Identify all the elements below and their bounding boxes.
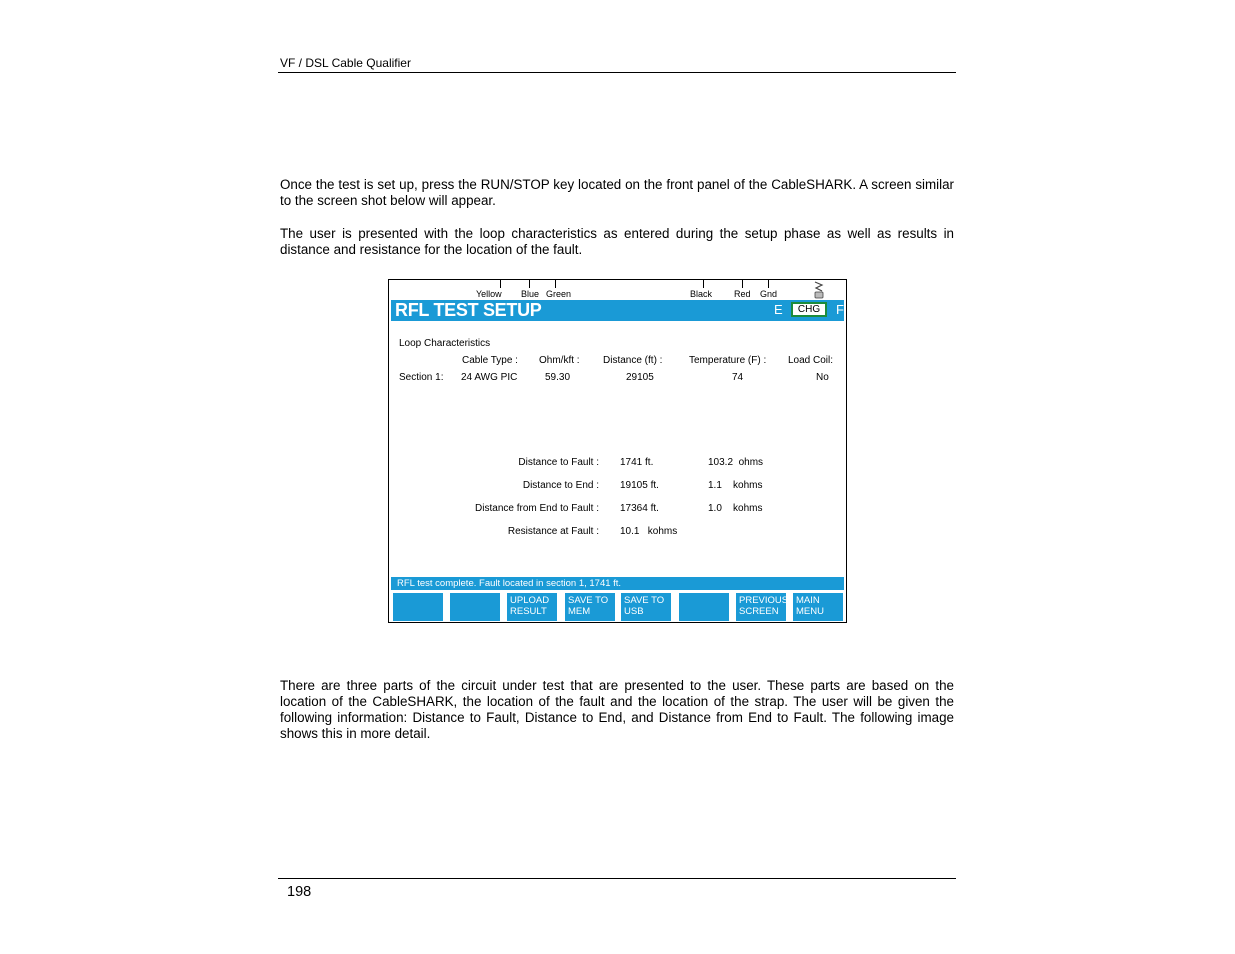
result-label: Resistance at Fault : — [507, 526, 599, 537]
wire-label-red: Red — [734, 289, 751, 299]
save-to-mem-button[interactable] — [565, 593, 615, 621]
softkey-1[interactable] — [393, 593, 443, 621]
header-load-coil: Load Coil: — [788, 355, 834, 366]
result-resistance: 103.2 ohms — [708, 457, 764, 468]
screen-title-bar — [391, 300, 844, 321]
header-cable-type: Cable Type : — [462, 355, 518, 366]
charger-plug-icon — [811, 280, 827, 300]
document-header-title: VF / DSL Cable Qualifier — [280, 56, 411, 70]
softkey-label: SAVE TO MEM — [568, 595, 609, 617]
paragraph-circuit-parts: There are three parts of the circuit under test that are presented to the user. These parts are based on the location of the CableSHARK, the location of the fault and the location of the strap. The user will be given the following information: Distance to Fault, Distance to End, and Distance from End to Fault. The following image shows this in more detail. — [280, 678, 954, 741]
softkey-2[interactable] — [450, 593, 500, 621]
previous-screen-button[interactable] — [736, 593, 789, 621]
section-label: Section 1: — [399, 372, 444, 383]
wire-tick-blue — [529, 280, 530, 288]
result-label: Distance to End : — [522, 480, 599, 491]
softkey-label: MAIN MENU — [796, 595, 824, 617]
wire-tick-black — [703, 280, 704, 288]
softkey-label: PREVIOUS SCREEN — [739, 595, 789, 617]
page-number: 198 — [287, 884, 312, 900]
section-temperature: 74 — [732, 372, 744, 383]
status-bar — [391, 577, 844, 590]
header-ohm-kft: Ohm/kft : — [539, 355, 580, 366]
result-resistance: 1.1 kohms — [708, 480, 763, 491]
section-load-coil: No — [816, 372, 829, 383]
result-value: 10.1 kohms — [620, 526, 678, 537]
wire-tick-yellow — [500, 280, 501, 288]
battery-full-label: F — [836, 302, 844, 317]
main-menu-button[interactable] — [793, 593, 843, 621]
wire-label-green: Green — [546, 289, 572, 299]
header-distance: Distance (ft) : — [603, 355, 663, 366]
cableshark-screenshot — [388, 279, 847, 623]
wire-label-blue: Blue — [521, 289, 540, 299]
section-distance: 29105 — [626, 372, 654, 383]
screen-title: RFL TEST SETUP — [395, 300, 542, 320]
wire-tick-gnd — [768, 280, 769, 288]
header-rule — [278, 72, 956, 73]
result-value: 1741 ft. — [620, 457, 654, 468]
result-value: 19105 ft. — [620, 480, 659, 491]
softkey-label: UPLOAD RESULT — [510, 595, 550, 617]
wire-tick-red — [742, 280, 743, 288]
paragraph-intro: Once the test is set up, press the RUN/STOP key located on the front panel of the CableSHARK. A screen similar to the screen shot below will appear. — [280, 177, 954, 208]
loop-heading: Loop Characteristics — [399, 338, 491, 349]
result-label: Distance from End to Fault : — [475, 503, 599, 514]
result-resistance: 1.0 kohms — [708, 503, 763, 514]
section-cable-type: 24 AWG PIC — [461, 372, 518, 383]
wire-label-black: Black — [690, 289, 713, 299]
save-to-usb-button[interactable] — [621, 593, 671, 621]
battery-charge-indicator — [791, 302, 827, 317]
result-label: Distance to Fault : — [518, 457, 599, 468]
result-value: 17364 ft. — [620, 503, 659, 514]
wire-label-yellow: Yellow — [476, 289, 502, 299]
battery-empty-label: E — [774, 302, 783, 317]
upload-result-button[interactable] — [507, 593, 557, 621]
footer-rule — [278, 878, 956, 879]
section-ohm-kft: 59.30 — [545, 372, 571, 383]
status-message: RFL test complete. Fault located in section 1, 1741 ft. — [397, 578, 622, 589]
wire-tick-green — [555, 280, 556, 288]
paragraph-results: The user is presented with the loop characteristics as entered during the setup phase as well as results in distance and resistance for the location of the fault. — [280, 226, 954, 257]
softkey-label: SAVE TO USB — [624, 595, 665, 617]
wire-label-gnd: Gnd — [760, 289, 778, 299]
charge-label: CHG — [793, 304, 825, 315]
softkey-6[interactable] — [679, 593, 729, 621]
header-temperature: Temperature (F) : — [689, 355, 767, 366]
